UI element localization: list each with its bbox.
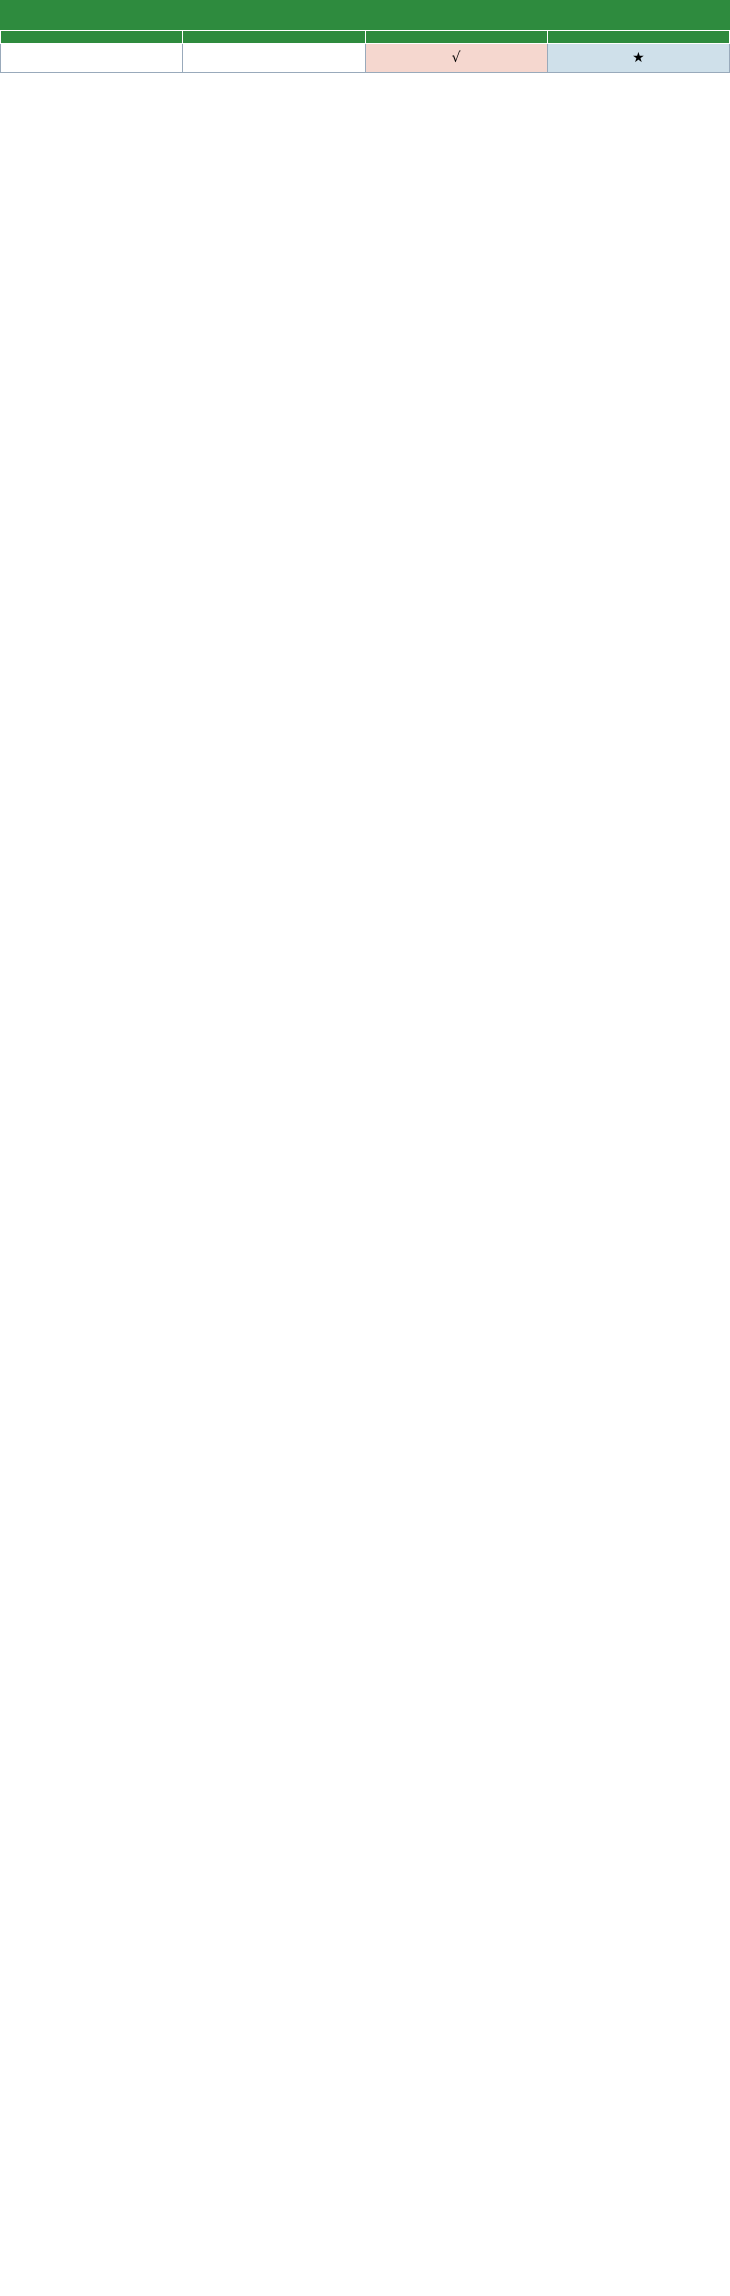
table-row [1, 44, 730, 73]
page-root [0, 0, 730, 73]
header-female [547, 31, 729, 44]
header-male [365, 31, 547, 44]
header-item [1, 31, 183, 44]
package-table [0, 30, 730, 73]
row-male-mark: √ [365, 44, 547, 73]
header-description [183, 31, 365, 44]
row-item [1, 44, 183, 73]
row-female-mark: ★ [547, 44, 729, 73]
table-body [1, 44, 730, 73]
page-header [0, 0, 730, 30]
row-description [183, 44, 365, 73]
table-header-row [1, 31, 730, 44]
